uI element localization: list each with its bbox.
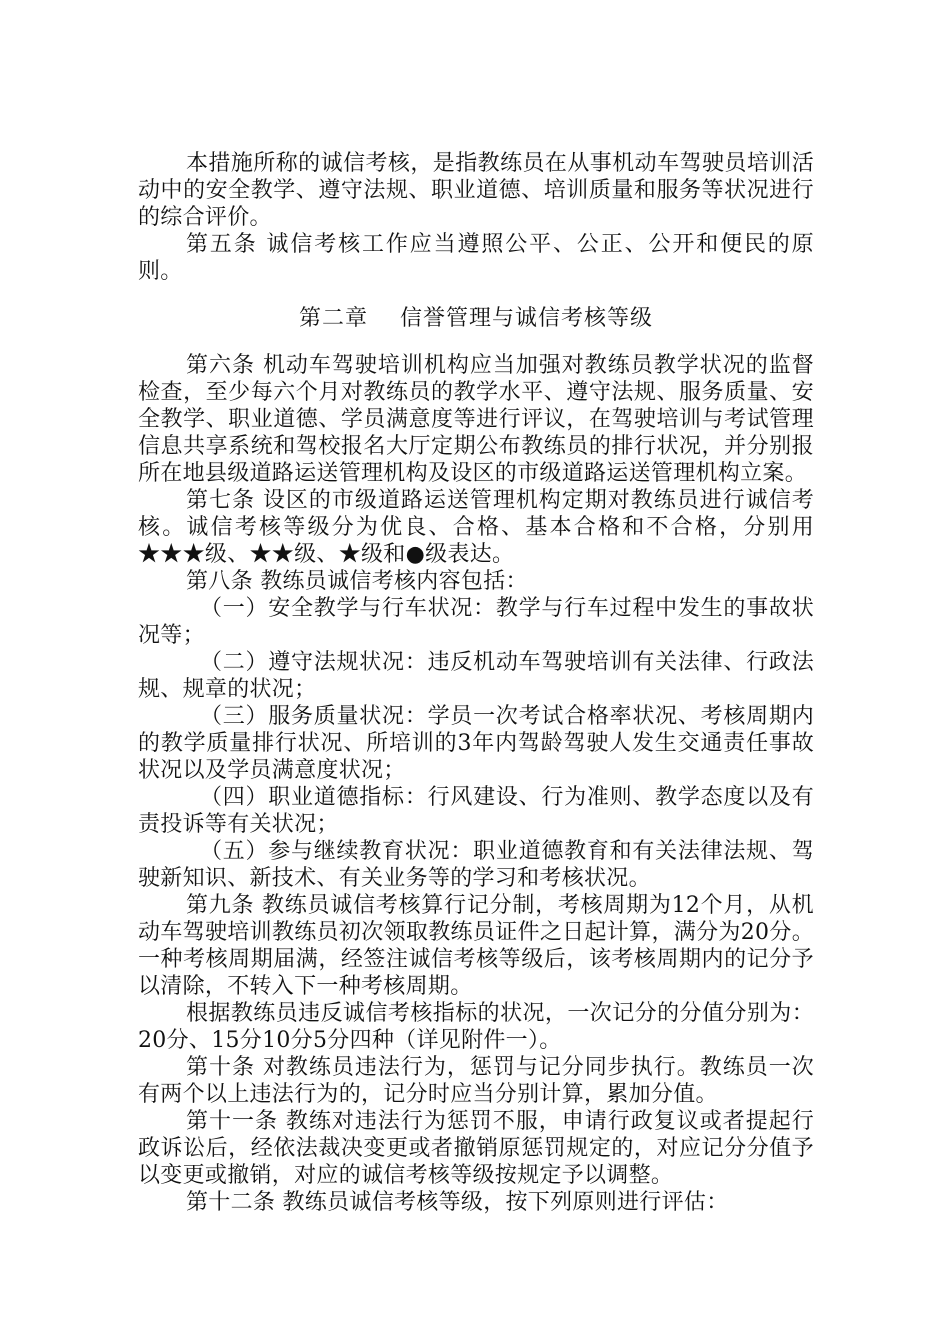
chapter-title: 信誉管理与诚信考核等级 bbox=[400, 306, 654, 331]
chapter-heading bbox=[138, 305, 814, 332]
paragraph-article-10: 第十条 对教练员违法行为，惩罚与记分同步执行。教练员一次有两个以上违法行为的，记分时应当分别计算，累加分值。 bbox=[138, 1055, 814, 1107]
paragraph-article-9: 第九条 教练员诚信考核算行记分制，考核周期为12个月，从机动车驾驶培训教练员初次领取教练员证件之日起计算，满分为20分。一种考核周期届满，经签注诚信考核等级后，该考核周期内的记分予以清除，不转入下一种考核周期。 bbox=[138, 893, 814, 999]
list-item-professional-ethics: （四）职业道德指标：行风建设、行为准则、教学态度以及有责投诉等有关状况； bbox=[138, 785, 814, 837]
document-page bbox=[138, 150, 814, 1216]
paragraph-article-8: 第八条 教练员诚信考核内容包括： bbox=[186, 569, 528, 594]
paragraph-article-12: 第十二条 教练员诚信考核等级，按下列原则进行评估： bbox=[186, 1190, 729, 1215]
list-item-service-quality: （三）服务质量状况：学员一次考试合格率状况、考核周期内的教学质量排行状况、所培训的3年内驾龄驾驶人发生交通责任事故状况以及学员满意度状况； bbox=[138, 704, 814, 783]
paragraph-article-5: 第五条 诚信考核工作应当遵照公平、公正、公开和便民的原则。 bbox=[138, 232, 814, 284]
paragraph-article-11: 第十一条 教练对违法行为惩罚不服，申请行政复议或者提起行政诉讼后，经依法裁决变更或者撤销原惩罚规定的，对应记分分值予以变更或撤销，对应的诚信考核等级按规定予以调整。 bbox=[138, 1109, 814, 1188]
paragraph-definition: 本措施所称的诚信考核，是指教练员在从事机动车驾驶员培训活动中的安全教学、遵守法规、职业道德、培训质量和服务等状况进行的综合评价。 bbox=[138, 151, 814, 230]
paragraph-article-7: 第七条 设区的市级道路运送管理机构定期对教练员进行诚信考核。诚信考核等级分为优良、合格、基本合格和不合格，分别用★★★级、★★级、★级和●级表达。 bbox=[138, 488, 814, 567]
paragraph-score-values: 根据教练员违反诚信考核指标的状况，一次记分的分值分别为：20分、15分10分5分四种（详见附件一）。 bbox=[138, 1001, 814, 1053]
list-item-continuing-education: （五）参与继续教育状况：职业道德教育和有关法律法规、驾驶新知识、新技术、有关业务等的学习和考核状况。 bbox=[138, 839, 814, 891]
list-item-regulations: （二）遵守法规状况：违反机动车驾驶培训有关法律、行政法规、规章的状况； bbox=[138, 650, 814, 702]
list-item-safety: （一）安全教学与行车状况：教学与行车过程中发生的事故状况等； bbox=[138, 596, 814, 648]
chapter-number: 第二章 bbox=[298, 306, 368, 331]
paragraph-article-6: 第六条 机动车驾驶培训机构应当加强对教练员教学状况的监督检查，至少每六个月对教练员的教学水平、遵守法规、服务质量、安全教学、职业道德、学员满意度等进行评议，在驾驶培训与考试管理信息共享系统和驾校报名大厅定期公布教练员的排行状况，并分别报所在地县级道路运送管理机构及设区的市级道路运送管理机构立案。 bbox=[138, 353, 814, 486]
